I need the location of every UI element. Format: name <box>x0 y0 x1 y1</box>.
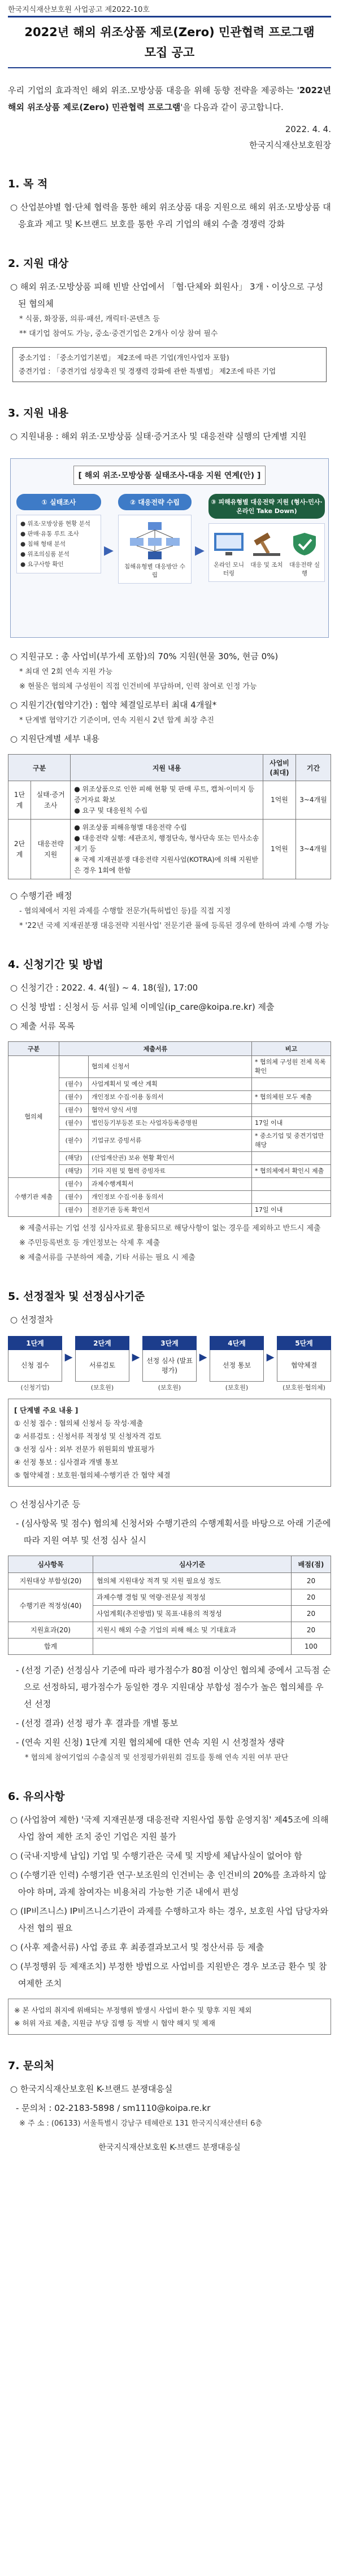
sec3-paragraph-1: ○ 지원내용 : 해외 위조·모방상품 실태·증거조사 및 대응전략 실행의 단계별 지원 <box>10 431 307 441</box>
support-content-cell <box>71 781 263 820</box>
sec5-p5-sub: * 협의체 참여기업의 수출실적 및 선정평가위원회 검토를 통해 연속 지원 여부 판단 <box>25 1754 289 1762</box>
score-table-header: 심사기준 <box>93 1556 292 1573</box>
section-2-title: 2. 지원 대상 <box>8 257 69 270</box>
period-cell: 3~4개월 <box>296 781 331 820</box>
docs-type-cell: (필수) <box>59 1130 89 1152</box>
score-table-header: 심사항목 <box>8 1556 93 1573</box>
docs-table-body <box>8 1056 331 1217</box>
docs-name-cell: 기업규모 증빙서류 <box>89 1130 252 1152</box>
intro-text-1: 우리 기업의 효과적인 해외 위조․모방상품 대응을 위해 동향 전략을 제공하는 ' <box>8 85 299 95</box>
docs-group-cell: 수행기관 제출 <box>8 1178 59 1217</box>
sec4-note-3: ※ 제출서류를 구분하여 제출, 기타 서류는 필요 시 제출 <box>19 1254 195 1262</box>
process-notes-title: [ 단계별 주요 내용 ] <box>14 1406 79 1414</box>
support-content-item: ● 요구 및 대응원칙 수립 <box>74 807 148 814</box>
sec4-paragraph-1: ○ 신청기간 : 2022. 4. 4(월) ~ 4. 18(월), 17:00 <box>10 983 198 993</box>
support-table-header: 구분 <box>8 755 71 781</box>
docs-name-cell: 기타 지원 및 협력 증빙자료 <box>89 1165 252 1178</box>
docs-type-cell: (필수) <box>59 1178 89 1191</box>
support-table-header: 사업비 (최대) <box>263 755 296 781</box>
table-row <box>8 781 331 820</box>
docs-type-cell: (해당) <box>59 1152 89 1165</box>
docs-name-cell: 협약서 양식 서명 <box>89 1104 252 1117</box>
support-diagram <box>10 458 329 638</box>
sec3-p5-sub: - 협의체에서 지원 과제를 수행할 전문가(특허법인 등)를 직접 지정 <box>19 907 231 915</box>
process-step-number: 4단계 <box>210 1336 264 1350</box>
arrow-right-icon: ▶ <box>266 1351 275 1363</box>
sec6-paragraph: ○ (수행기관 인력) 수행기관 연구·보조원의 인건비는 총 인건비의 20%를 초과하지 않아야 하며, 과제 참여자는 비용처리 가능한 기준 내에서 편성 <box>10 1870 327 1897</box>
sec3-p2-sub: * 최대 연 2회 연속 지원 가능 <box>19 668 113 676</box>
sec4-paragraph-2: ○ 신청 방법 : 신청서 등 서류 일체 이메일(ip_care@koipa.re.kr) 제출 <box>10 1002 275 1012</box>
diagram-col3-item-2 <box>249 527 284 578</box>
process-step-number: 1단계 <box>8 1336 62 1350</box>
score-points-cell: 20 <box>292 1606 331 1622</box>
sec3-paragraph-3: ○ 지원기간(협약기간) : 협약 체결일로부터 최대 4개월* <box>10 700 217 710</box>
docs-note-cell: * 협의체 구성원 전체 목록 확인 <box>252 1056 331 1078</box>
contact-info: - 문의처 : 02-2183-5898 / sm1110@koipa.re.kr <box>16 2103 211 2113</box>
docs-name-cell: 협의체 신청서 <box>89 1056 252 1078</box>
docs-type-cell: (필수) <box>59 1204 89 1217</box>
sec7-paragraph-1: ○ 한국지식재산보호원 K-브랜드 분쟁대응실 <box>10 2084 173 2094</box>
docs-type-cell: (필수) <box>59 1078 89 1091</box>
docs-name-cell: 사업계획서 및 예산 계획 <box>89 1078 252 1091</box>
arrow-right-icon: ▶ <box>64 1351 73 1363</box>
support-content-item: ● 위조상품 피해유형별 대응전략 수립 <box>74 823 187 831</box>
sec5-p2-sub: - (심사항목 및 점수) 협의체 신청서와 수행기관의 수행계획서를 바탕으로 아래 기준에 따라 지원 여부 및 선정 심사 실시 <box>16 1518 331 1545</box>
process-notes-box <box>8 1399 331 1487</box>
docs-type-cell: (필수) <box>59 1117 89 1130</box>
process-step-actor: (보호원) <box>158 1384 181 1391</box>
sec2-paragraph: ○ 해외 위조·모방상품 피해 빈발 산업에서 「협·단체와 회원사」 3개ㆍ이상으로 구성된 협의체 <box>10 282 324 309</box>
section-6-title: 6. 유의사항 <box>8 1790 65 1803</box>
score-item-cell: 수행기관 적정성(40) <box>8 1589 93 1622</box>
score-points-cell: 20 <box>292 1573 331 1589</box>
sec3-p3-sub: * 단계별 협약기간 기준이며, 연속 지원시 2년 합계 최장 추진 <box>19 716 214 725</box>
sec5-paragraph-3: - (선정 기준) 선정심사 기준에 따라 평가점수가 80점 이상인 협의체 중에서 고득점 순으로 선정하되, 평가점수가 동일한 경우 지원대상 부합성 점수가 높은 협의체를 우선 선정 <box>16 1665 331 1709</box>
sec6-paragraph: ○ (사업참여 제한) '국제 지재권분쟁 대응전략 지원사업 통합 운영지침' 제45조에 의해 사업 참여 제한 조치 중인 기업은 지원 불가 <box>10 1815 329 1842</box>
diagram-col2-caption: 침해유형별 대응방안 수립 <box>124 563 186 579</box>
process-step-name: 신청 접수 <box>8 1350 62 1382</box>
sec4-note-1: ※ 제출서류는 기업 선정 심사자료로 활용되므로 해당사항이 없는 경우를 제외하고 반드시 제출 <box>19 1224 321 1233</box>
sec2-notes-box <box>12 347 327 382</box>
process-note: ② 서류검토 : 신청서류 적정성 및 신청자격 검토 <box>14 1432 162 1440</box>
process-step-actor: (보호원) <box>225 1384 249 1391</box>
sec5-paragraph-5: - (연속 지원 신청) 1단계 지원 협의체에 대한 연속 지원 시 선정절차 생략 <box>16 1737 285 1747</box>
documents-table <box>8 1041 331 1217</box>
table-row <box>8 1573 331 1589</box>
announce-date: 2022. 4. 4. <box>285 124 331 134</box>
process-step-name: 서류검토 <box>75 1350 129 1382</box>
shield-check-icon <box>287 527 322 561</box>
sec2-sub-2: ** 대기업 참여도 가능, 중소·중견기업은 2개사 이상 참여 필수 <box>19 330 218 338</box>
strategy-flow-icon <box>122 519 188 563</box>
process-step-number: 3단계 <box>142 1336 197 1350</box>
section-7-title: 7. 문의처 <box>8 2060 55 2072</box>
announcer-org: 한국지식재산보호원장 <box>249 140 331 150</box>
section-5-title: 5. 선정절차 및 선정심사기준 <box>8 1290 145 1303</box>
docs-note-cell: 17일 이내 <box>252 1117 331 1130</box>
sec5-paragraph-1: ○ 선정절차 <box>10 1315 53 1325</box>
docs-type-cell: (필수) <box>59 1104 89 1117</box>
docs-type-cell: (필수) <box>59 1091 89 1104</box>
address-info: ※ 주 소 : (06133) 서울특별시 강남구 테헤란로 131 한국지식재산센터 6층 <box>19 2119 263 2128</box>
score-criteria-cell <box>93 1639 292 1655</box>
process-step <box>75 1336 129 1392</box>
process-step <box>8 1336 62 1392</box>
process-step <box>277 1336 331 1392</box>
cost-cell: 1억원 <box>263 820 296 879</box>
support-table <box>8 754 331 879</box>
diagram-col2-head: ② 대응전략 수립 <box>118 494 192 510</box>
sec2-sub-1: * 식품, 화장품, 의류·패션, 캐릭터·콘텐츠 등 <box>19 315 160 323</box>
arrow-right-icon: ▶ <box>104 544 114 558</box>
process-step-number: 5단계 <box>277 1336 331 1350</box>
support-table-header: 기간 <box>296 755 331 781</box>
table-row <box>8 1178 331 1191</box>
section-4-title: 4. 신청기간 및 방법 <box>8 958 103 971</box>
sec6-paragraph: ○ (부정행위 등 제재조치) 부정한 방법으로 사업비를 지원받은 경우 보조금 환수 및 참여제한 조치 <box>10 1961 327 1988</box>
docs-name-cell: 과제수행계획서 <box>89 1178 252 1191</box>
support-content-item: ● 위조상품으로 인한 피해 현황 및 판매 루트, 캡쳐·이미지 등 증거자료 확보 <box>74 785 255 804</box>
stage-name-cell: 실태·증거조사 <box>31 781 71 820</box>
sec2-note-1: 중소기업 : 「중소기업기본법」 제2조에 따른 기업(개인사업자 포함) <box>19 353 229 362</box>
diagram-list-item: ● 위조·모방상품 현황 분석 <box>20 520 90 527</box>
intro-paragraph <box>8 82 331 116</box>
diagram-list-item: ● 판매·유통 루트 조사 <box>20 531 79 537</box>
intro-text-2: '을 다음과 같이 공고합니다. <box>180 102 284 112</box>
stage-name-cell: 대응전략 지원 <box>31 820 71 879</box>
table-row <box>8 1622 331 1639</box>
score-table-header: 배점(점) <box>292 1556 331 1573</box>
sec4-note-2: ※ 주민등록번호 등 개인정보는 삭제 후 제출 <box>19 1239 160 1247</box>
sec5-paragraph-4: - (선정 결과) 선정 평가 후 결과를 개별 통보 <box>16 1718 179 1728</box>
diagram-list-item: ● 침해 형태 분석 <box>20 541 66 547</box>
docs-table-header: 제출서류 <box>59 1042 252 1056</box>
docs-note-cell <box>252 1104 331 1117</box>
score-points-cell: 20 <box>292 1622 331 1639</box>
diagram-col-strategy <box>118 494 192 584</box>
docs-note-cell <box>252 1191 331 1204</box>
page-subtitle: 모집 공고 <box>144 46 195 59</box>
score-points-cell: 20 <box>292 1589 331 1606</box>
docs-type-cell: (필수) <box>59 1191 89 1204</box>
docs-note-cell <box>252 1178 331 1191</box>
score-table-body <box>8 1573 331 1655</box>
docs-name-cell: 개인정보 수집·이용 동의서 <box>89 1091 252 1104</box>
process-step-number: 2단계 <box>75 1336 129 1350</box>
process-step-actor: (보호원·협의체) <box>282 1384 325 1391</box>
diagram-col3-item-1 <box>211 527 246 578</box>
period-cell: 3~4개월 <box>296 820 331 879</box>
docs-note-cell: * 협의체에서 확인시 제출 <box>252 1165 331 1178</box>
process-note: ③ 선정 심사 : 외부 전문가 위원회의 발표평가 <box>14 1445 155 1453</box>
support-content-item: ● 대응전략 실행: 세관조치, 행정단속, 형사단속 또는 민사소송 제기 등 <box>74 834 259 853</box>
arrow-right-icon: ▶ <box>195 544 205 558</box>
process-step <box>142 1336 197 1392</box>
sec6-note: ※ 허위 자료 제출, 지원금 부당 집행 등 적발 시 협약 해지 및 제재 <box>14 2019 215 2027</box>
docs-type-cell: (해당) <box>59 1165 89 1178</box>
diagram-col1-box <box>16 515 101 573</box>
score-criteria-cell: 과제수행 경험 및 역량·전문성 적정성 <box>93 1589 292 1606</box>
diagram-list-item: ● 요구사항 확인 <box>20 561 64 568</box>
process-step-actor: (보호원) <box>90 1384 114 1391</box>
diagram-col1-head: ① 실태조사 <box>16 494 101 510</box>
stage-cell: 2단계 <box>8 820 31 879</box>
intro-emphasis: 2022년 해외 위조상품 제로(Zero) 민관협력 프로그램 <box>8 85 331 112</box>
diagram-col3-head: ③ 피해유형별 대응전략 지원 (형사·민사·온라인 Take Down) <box>208 494 325 519</box>
sec3-paragraph-5: ○ 수행기관 배정 <box>10 891 72 901</box>
score-item-cell: 지원대상 부합성(20) <box>8 1573 93 1589</box>
signature-block <box>8 121 331 153</box>
process-note: ④ 선정 통보 : 심사결과 개별 통보 <box>14 1458 119 1466</box>
cost-cell: 1억원 <box>263 781 296 820</box>
docs-table-header: 비고 <box>252 1042 331 1056</box>
diagram-col-response <box>208 494 325 582</box>
selection-process-flow <box>8 1336 331 1392</box>
process-step-name: 선정 심사 (발표평가) <box>142 1350 197 1382</box>
diagram-col3-cap-1: 온라인 모니터링 <box>213 562 245 577</box>
docs-note-cell <box>252 1078 331 1091</box>
docs-note-cell <box>252 1152 331 1165</box>
docs-name-cell: 전문기관 등록 확인서 <box>89 1204 252 1217</box>
support-table-header: 지원 내용 <box>71 755 263 781</box>
sec4-paragraph-3: ○ 제출 서류 목록 <box>10 1021 75 1031</box>
process-step-actor: (신청기업) <box>20 1384 50 1391</box>
docs-type-cell <box>59 1056 89 1078</box>
score-item-cell: 지원효과(20) <box>8 1622 93 1639</box>
sec6-paragraph: ○ (사후 제출서류) 사업 종료 후 최종결과보고서 및 정산서류 등 제출 <box>10 1942 264 1952</box>
sec3-p5-sub2: * '22년 국제 지재권분쟁 대응전략 지원사업' 전문기관 풀에 등록된 경우에 한하여 과제 수행 가능 <box>19 922 329 930</box>
section-1-title: 1. 목 적 <box>8 178 48 190</box>
arrow-right-icon: ▶ <box>132 1351 140 1363</box>
process-step <box>210 1336 264 1392</box>
process-step-name: 선정 통보 <box>210 1350 264 1382</box>
section-3-title: 3. 지원 내용 <box>8 407 69 419</box>
docs-group-cell: 협의체 <box>8 1056 59 1178</box>
sec3-paragraph-2: ○ 지원규모 : 총 사업비(부가세 포함)의 70% 지원(현물 30%, 현금 0%) <box>10 651 279 661</box>
sec5-paragraph-2: ○ 선정심사기준 등 <box>10 1499 81 1509</box>
process-step-name: 협약체결 <box>277 1350 331 1382</box>
docs-note-cell: * 협의체원 모두 제출 <box>252 1091 331 1104</box>
sec6-note: ※ 본 사업의 취지에 위배되는 부정행위 발생시 사업비 환수 및 향후 지원 제외 <box>14 2006 252 2014</box>
sec3-paragraph-4: ○ 지원단계별 세부 내용 <box>10 734 99 744</box>
docs-note-cell: 17일 이내 <box>252 1204 331 1217</box>
support-content-cell <box>71 820 263 879</box>
process-note: ① 신청 접수 : 협의체 신청서 등 작성·제출 <box>14 1419 144 1427</box>
diagram-col3-item-3 <box>287 527 322 578</box>
sec3-p2-sub2: ※ 현물은 협의체 구성원이 직접 인건비에 부담하며, 인력 참여로 인정 가능 <box>19 682 257 691</box>
diagram-title: [ 해외 위조·모방상품 실태조사-대응 지원 연계(안) ] <box>73 466 266 485</box>
sec6-paragraph: ○ (IP비즈니스) IP비즈니스기관이 과제를 수행하고자 하는 경우, 보호원 사업 담당자와 사전 협의 필요 <box>10 1906 329 1933</box>
process-note: ⑤ 협약체결 : 보호원·협의체·수행기관 간 협약 체결 <box>14 1471 171 1479</box>
diagram-col2-box <box>118 515 192 584</box>
diagram-col1-list <box>20 519 97 569</box>
score-item-cell: 합계 <box>8 1639 93 1655</box>
diagram-list-item: ● 위조의심품 분석 <box>20 551 69 558</box>
docs-name-cell: 개인정보 수집·이용 동의서 <box>89 1191 252 1204</box>
score-criteria-cell: 사업계획(추진방법) 및 목표·내용의 적정성 <box>93 1606 292 1622</box>
table-row <box>8 1056 331 1078</box>
arrow-right-icon: ▶ <box>199 1351 207 1363</box>
announce-number: 한국지식재산보호원 사업공고 제2022-10호 <box>8 6 150 14</box>
diagram-col3-cap-3: 대응전략 실행 <box>289 562 320 577</box>
docs-note-cell: * 중소기업 및 중견기업만 해당 <box>252 1130 331 1152</box>
table-row <box>8 820 331 879</box>
page-title: 2022년 해외 위조상품 제로(Zero) 민관협력 프로그램 <box>24 25 315 39</box>
sec6-paragraph: ○ (국내·지방세 납입) 기업 및 수행기관은 국세 및 지방세 체납사실이 없어야 함 <box>10 1851 302 1861</box>
score-criteria-cell: 지원시 해외 수출 기업의 피해 해소 및 기대효과 <box>93 1622 292 1639</box>
docs-table-header: 구분 <box>8 1042 59 1056</box>
diagram-col3-box <box>208 523 325 582</box>
score-criteria-cell: 협의체 지원대상 적격 및 지원 필요성 정도 <box>93 1573 292 1589</box>
monitor-icon <box>211 527 246 561</box>
support-content-item: ※ 국제 지재권분쟁 대응전략 지원사업(KOTRA)에 의해 지원받은 경우 1회에 한함 <box>74 856 259 874</box>
gavel-icon <box>249 527 284 561</box>
sec6-notes-box <box>8 1999 331 2035</box>
diagram-col3-cap-2: 대응 및 조치 <box>250 562 283 568</box>
sec2-note-2: 중견기업 : 「중견기업 성장촉진 및 경쟁력 강화에 관한 특별법」 제2조에 따른 기업 <box>19 367 276 375</box>
docs-name-cell: (산업재산권) 보유 현황 확인서 <box>89 1152 252 1165</box>
stage-cell: 1단계 <box>8 781 31 820</box>
sec1-paragraph: ○ 산업분야별 협·단체 협력을 통한 해외 위조상품 대응 지원으로 해외 위조·모방상품 대응효과 제고 및 K-브랜드 보호를 통한 우리 기업의 해외 수출 경쟁력 강화 <box>10 202 331 229</box>
score-table <box>8 1556 331 1655</box>
diagram-col-survey <box>16 494 101 573</box>
table-row <box>8 1639 331 1655</box>
title-box <box>8 16 331 68</box>
table-row <box>8 1589 331 1606</box>
footer-org: 한국지식재산보호원 K-브랜드 분쟁대응실 <box>98 2143 241 2152</box>
docs-name-cell: 법인등기부등본 또는 사업자등록증명원 <box>89 1117 252 1130</box>
score-points-cell: 100 <box>292 1639 331 1655</box>
